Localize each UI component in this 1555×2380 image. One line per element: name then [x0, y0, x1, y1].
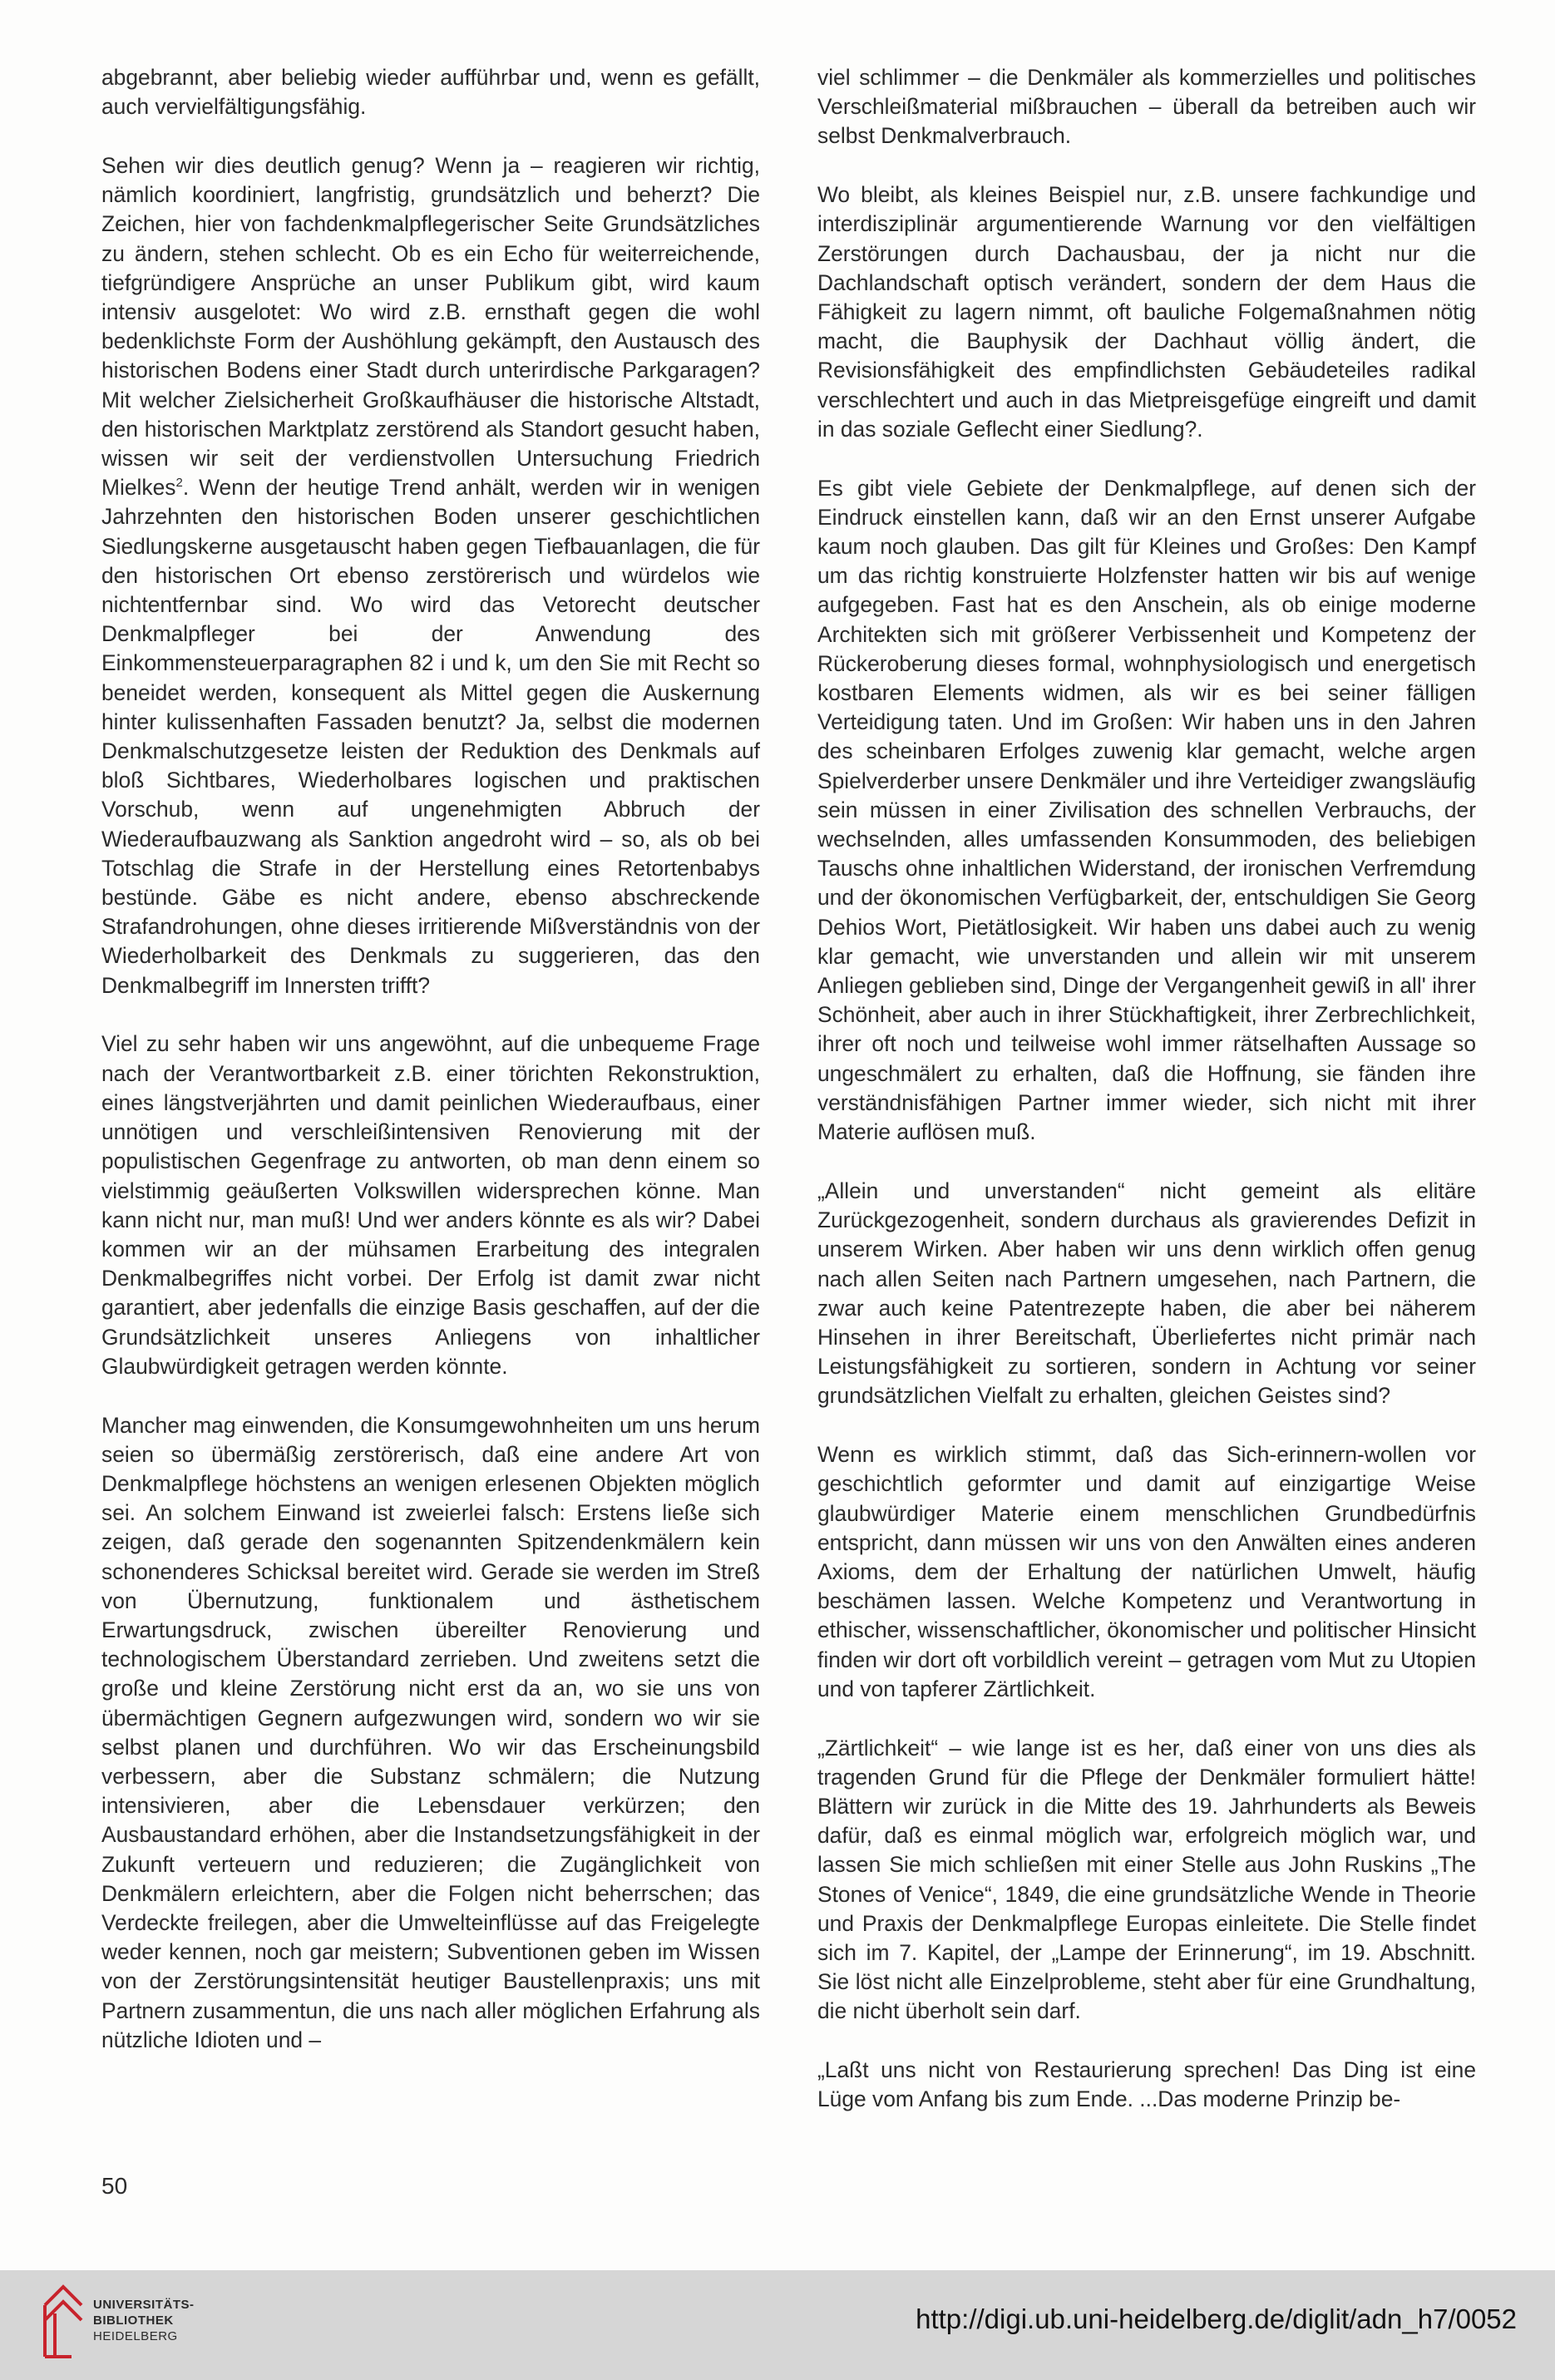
left-column — [101, 63, 760, 2085]
left-paragraph-2-start: Sehen wir dies deutlich genug? Wenn ja – reagieren wir richtig, nämlich koordiniert, langfristig, grundsätzlich und beherzt? Die Zeichen, hier von fachdenkmalpflegerischer Seite Grundsätzliches zu ändern, stehen schlecht. Ob es ein Echo für weiterreichende, tiefgründigere Ansprüche an unser Publikum gibt, wird kaum intensiv ausgelotet: Wo wird z.B. ernsthaft gegen die wohl bedenklichste Form der Aushöhlung gekämpft, den Austausch des historischen Bodens einer Stadt durch unterirdische Parkgaragen? Mit welcher Zielsicherheit Großkaufhäuser die historische Altstadt, den historischen Marktplatz zerstörend als Standort gesucht haben, wissen wir seit der verdienstvollen Untersuchung Friedrich Mielkes — [101, 153, 760, 501]
footnote-reference: 2 — [175, 476, 183, 491]
logo-line-1: UNIVERSITÄTS- — [93, 2298, 195, 2312]
logo-line-3: HEIDELBERG — [93, 2329, 178, 2343]
right-paragraph-1: viel schlimmer – die Denkmäler als kommerzielles und politisches Verschleißmaterial mißbrauchen – überall da betreiben auch wir selbst Denkmalverbrauch. — [817, 65, 1476, 149]
right-paragraph-2: Wo bleibt, als kleines Beispiel nur, z.B. unsere fachkundige und interdisziplinär argumentierende Warnung vor den vielfältigen Zerstörungen durch Dachausbau, der ja nicht nur die Dachlandschaft optisch verändert, sondern der dem Haus die Fähigkeit zu lagern nimmt, oft bauliche Folgemaßnahmen nötig macht, die Bauphysik der Dachhaut völlig ändert, die Revisionsfähigkeit des empfindlichsten Gebäudeteiles radikal verschlechtert und auch in das Mietpreisgefüge eingreift und damit in das soziale Geflecht einer Siedlung?. — [817, 182, 1476, 442]
right-paragraph-7: „Laßt uns nicht von Restaurierung sprechen! Das Ding ist eine Lüge vom Anfang bis zum Ende. ...Das moderne Prinzip be- — [817, 2057, 1476, 2112]
right-paragraph-4: „Allein und unverstanden“ nicht gemeint als elitäre Zurückgezogenheit, sondern durchaus als gravierendes Defizit in unserem Wirken. Aber haben wir uns denn wirklich offen genug nach allen Seiten nach Partnern umgesehen, nach Partnern, die zwar auch keine Patentrezepte haben, die aber bei näherem Hinsehen in ihrer Bereitschaft, Überliefertes nicht primär nach Leistungsfähigkeit zu sortieren, sondern in Achtung vor seiner grundsätzlichen Vielfalt zu erhalten, gleichen Geistes sind? — [817, 1178, 1476, 1409]
left-paragraph-4: Mancher mag einwenden, die Konsumgewohnheiten um uns herum seien so übermäßig zerstörerisch, daß eine andere Art von Denkmalpflege höchstens an wenigen erlesenen Objekten möglich sei. An solchem Einwand ist zweierlei falsch: Erstens ließe sich zeigen, daß gerade den sogenannten Spitzendenkmälern kein schonenderes Schicksal bereitet wird. Gerade sie werden im Streß von Übernutzung, funktionalem und ästhetischem Erwartungsdruck, zwischen übereilter Renovierung und technologischem Überstandard zerrieben. Und zweitens setzt die große und kleine Zerstörung nicht erst da an, wo sie uns von übermächtigen Gegnern aufgezwungen wird, sondern wo wir sie selbst planen und durchführen. Wo wir das Erscheinungsbild verbessern, aber die Substanz schmälern; die Nutzung intensivieren, aber die Lebensdauer verkürzen; den Ausbaustandard erhöhen, aber die Instandsetzungsfähigkeit in der Zukunft verteuern und reduzieren; die Zugänglichkeit von Denkmälern erleichtern, aber die Folgen nicht beherrschen; das Verdeckte freilegen, aber die Umwelteinflüsse auf das Freigelegte weder kennen, noch gar meistern; Subventionen geben im Wissen von der Zerstörungsintensität heutiger Baustellenpraxis; uns mit Partnern zusammentun, die uns nach aller möglichen Erfahrung als nützliche Idioten und – — [101, 1412, 760, 2052]
logo-line-2: BIBLIOTHEK — [93, 2313, 174, 2328]
right-paragraph-5: Wenn es wirklich stimmt, daß das Sich-erinnern-wollen vor geschichtlich geformter und damit auf einzigartige Weise glaubwürdiger Materie einem menschlichen Grundbedürfnis entspricht, dann müssen wir uns von den Anwälten eines anderen Axioms, dem der Erhaltung der natürlichen Umwelt, häufig beschämen lassen. Welche Kompetenz und Verantwortung in ethischer, wissenschaftlicher, ökonomischer und politischer Hinsicht finden wir dort oft vorbildlich vereint – getragen vom Mut zu Utopien und von tapferer Zärtlichkeit. — [817, 1442, 1476, 1701]
left-paragraph-3: Viel zu sehr haben wir uns angewöhnt, auf die unbequeme Frage nach der Verantwortbarkeit z.B. einer törichten Rekonstruktion, eines längstverjährten und damit peinlichen Wiederaufbaus, einer unnötigen und verschleißintensiven Renovierung mit der populistischen Gegenfrage zu antworten, ob man denn einem so vielstimmig geäußerten Volkswillen widersprechen könne. Man kann nicht nur, man muß! Und wer anders könnte es als wir? Dabei kommen wir an der mühsamen Erarbeitung des integralen Denkmalbegriffes nicht vorbei. Der Erfolg ist damit zwar nicht garantiert, aber jedenfalls die einzige Basis geschaffen, auf der die Grundsätzlichkeit unseres Anliegens von inhaltlicher Glaubwürdigkeit getragen werden könnte. — [101, 1031, 760, 1379]
page-number: 50 — [101, 2173, 128, 2199]
right-paragraph-3: Es gibt viele Gebiete der Denkmalpflege, auf denen sich der Eindruck einstellen kann, daß wir an den Ernst unserer Aufgabe kaum noch glauben. Das gilt für Kleines und Großes: Den Kampf um das richtig konstruierte Holzfenster hatten wir bis auf wenige aufgegeben. Fast hat es den Anschein, als ob einige moderne Architekten sich mit größerer Verbissenheit und Kompetenz der Rückeroberung dieses formal, wohnphysiologisch und energetisch kostbaren Elements widmen, als wir es bei seiner fälligen Verteidigung taten. Und im Großen: Wir haben uns in den Jahren des scheinbaren Erfolges zuwenig klar gemacht, welche argen Spielverderber unsere Denkmäler und ihre Verteidiger zwangsläufig sein müssen in einer Zivilisation des schnellen Verbrauchs, der wechselnden, alles umfassenden Konsummoden, des beliebigen Tauschs ohne inhaltlichen Widerstand, der ironischen Verfremdung und der ökonomischen Verfügbarkeit, der, entschuldigen Sie Georg Dehios Wort, Pietätlosigkeit. Wir haben uns dabei auch zu wenig klar gemacht, wie unverstanden und allein wir mit unserem Anliegen geblieben sind, Dinge der Vergangenheit gewiß in all' ihrer Schönheit, aber auch in ihrer Stückhaftigkeit, ihrer Zerbrechlichkeit, ihrer oft noch und teilweise wohl immer rätselhaften Aussage so ungeschmälert zu erhalten, daß die Hoffnung, sie fänden ihre verständnisfähigen Partner immer wieder, sich nicht mit ihrer Materie auflösen muß. — [817, 475, 1476, 1145]
right-column — [817, 63, 1476, 2144]
library-logo-icon[interactable] — [38, 2280, 88, 2363]
left-paragraph-1: abgebrannt, aber beliebig wieder aufführbar und, wenn es gefällt, auch vervielfältigungsfähig. — [101, 65, 760, 120]
left-paragraph-2-rest: . Wenn der heutige Trend anhält, werden wir in wenigen Jahrzehnten den historischen Boden unserer geschichtlichen Siedlungskerne ausgetauscht haben gegen Tiefbauanlagen, die für den historischen Ort ebenso zerstörerisch und würdelos wie nichtentfernbar sind. Wo wird das Vetorecht deutscher Denkmalpfleger bei der Anwendung des Einkommensteuerparagraphen 82 i und k, um den Sie mit Recht so beneidet werden, konsequent als Mittel gegen die Auskernung hinter kulissenhaften Fassaden benutzt? Ja, selbst die modernen Denkmalschutzgesetze leisten der Reduktion des Denkmals auf bloß Sichtbares, Wiederholbares logischen und praktischen Vorschub, wenn auf ungenehmigten Abbruch der Wiederaufbauzwang als Sanktion angedroht wird – so, als ob bei Totschlag die Strafe in der Herstellung eines Retortenbabys bestünde. Gäbe es nicht andere, ebenso abschreckende Strafandrohungen, ohne dieses irritierende Mißverständnis von der Wiederholbarkeit des Denkmals zu suggerieren, das den Denkmalbegriff im Innersten trifft? — [101, 475, 760, 998]
left-paragraph-2 — [101, 151, 760, 1000]
source-url-link[interactable]: http://digi.ub.uni-heidelberg.de/diglit/adn_h7/0052 — [916, 2303, 1517, 2334]
library-logo-text[interactable] — [93, 2297, 195, 2344]
right-paragraph-6: „Zärtlichkeit“ – wie lange ist es her, daß einer von uns dies als tragenden Grund für die Pflege der Denkmäler formuliert hätte! Blättern wir zurück in die Mitte des 19. Jahrhunderts als Beweis dafür, daß es einmal möglich war, erfolgreich möglich war, und lassen Sie mich schließen mit einer Stelle aus John Ruskins „The Stones of Venice“, 1849, die eine grundsätzliche Wende in Theorie und Praxis der Denkmalpflege Europas einleitete. Die Stelle findet sich im 7. Kapitel, der „Lampe der Erinnerung“, im 19. Abschnitt. Sie löst nicht alle Einzelprobleme, steht aber für eine Grundhaltung, die nicht überholt sein darf. — [817, 1735, 1476, 2024]
